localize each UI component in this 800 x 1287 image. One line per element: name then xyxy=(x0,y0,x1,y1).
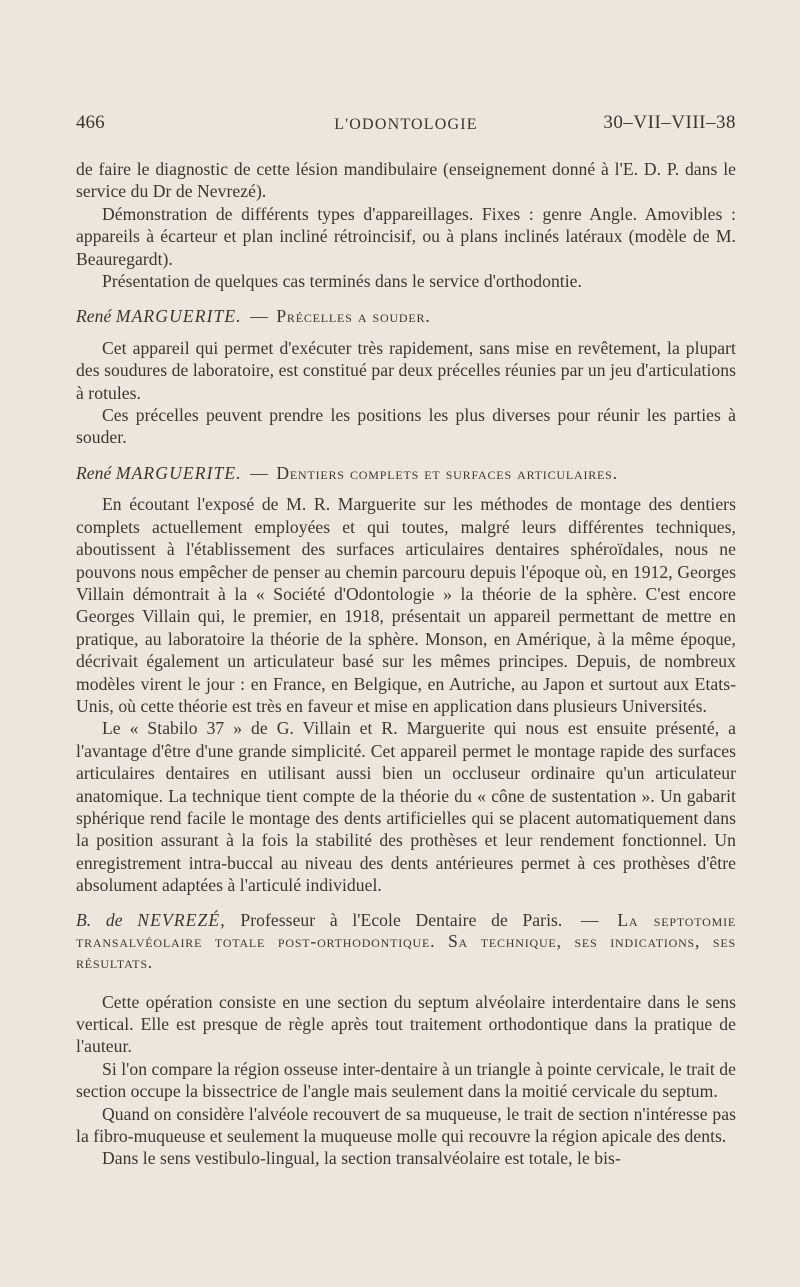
author-affiliation: Professeur à l'Ecole Dentaire de Paris. xyxy=(240,909,563,930)
body-paragraph: Ces précelles peuvent prendre les positions les plus diverses pour réunir les parties à souder. xyxy=(76,405,736,448)
body-paragraph: Si l'on compare la région osseuse inter-dentaire à un triangle à pointe cervicale, le trait de section occupe la bissectrice de l'angle mais seulement dans la moitié cervicale du septum. xyxy=(76,1058,736,1102)
author-first-name: René xyxy=(76,306,112,327)
intro-paragraph-1: de faire le diagnostic de cette lésion mandibulaire (enseignement donné à l'E. D. P. dans le service du Dr de Nevrezé). xyxy=(76,159,736,202)
issue-date: 30–VII–VIII–38 xyxy=(603,112,736,133)
section-title: Dentiers complets et surfaces articulaires. xyxy=(276,462,618,483)
body-paragraph: Le « Stabilo 37 » de G. Villain et R. Marguerite qui nous est ensuite présenté, a l'avantage d'être d'une grande simplicité. Cet appareil permet le montage rapide des surfaces articulaires dentaires en utilisant aussi bien un occluseur ordinaire qu'un articulateur anatomique. La technique tient compte de la théorie du « cône de sustentation ». Un gabarit sphérique rend facile le montage des dents artificielles qui se placent automatiquement dans la position assurant à la fois la stabilité des prothèses et leur rendement fonctionnel. Un enregistrement intra-buccal au niveau des dents antérieures permet à ces prothèses d'être absolument adaptées à l'articulé individuel. xyxy=(76,718,736,896)
heading-dash: — xyxy=(250,306,268,327)
intro-paragraph-2: Démonstration de différents types d'appareillages. Fixes : genre Angle. Amovibles : appareils à écarteur et plan incliné rétroincisif, ou à plans inclinés latéraux (modèle de M. Beauregardt). xyxy=(76,203,736,269)
heading-dash: — xyxy=(581,909,599,930)
page-number: 466 xyxy=(76,112,105,133)
section-heading-dentiers xyxy=(76,462,736,484)
body-paragraph: En écoutant l'exposé de M. R. Marguerite sur les méthodes de montage des dentiers complets actuellement employées et qui toutes, malgré leurs différentes techniques, aboutissent à l'établissement des surfaces articulaires dentaires sphéroïdales, nous ne pouvons nous empêcher de penser au chemin parcouru depuis l'époque où, en 1912, Georges Villain démontrait à la « Société d'Odontologie » la théorie de la sphère. C'est encore Georges Villain qui, le premier, en 1918, présentait un appareil permettant de mettre en pratique, au laboratoire la théorie de la sphère. Monson, en Amérique, à la même époque, décrivait également un articulateur basé sur les mêmes principes. Depuis, de nombreux modèles virent le jour : en France, en Belgique, en Autriche, au Japon et surtout aux Etats-Unis, où cette théorie est très en faveur et mise en application dans plusieurs Universités. xyxy=(76,494,736,716)
document-page xyxy=(76,112,736,1170)
running-header xyxy=(76,112,736,142)
author-last-name: NEVREZÉ, xyxy=(137,909,226,930)
author-first-name: René xyxy=(76,462,112,483)
spacer xyxy=(76,982,736,991)
author-last-name: MARGUERITE. xyxy=(115,306,242,327)
intro-paragraph-3: Présentation de quelques cas terminés dans le service d'orthodontie. xyxy=(102,271,582,292)
body-paragraph: Quand on considère l'alvéole recouvert de sa muqueuse, le trait de section n'intéresse pas la fibro-muqueuse et seulement la muqueuse molle qui recouvre la région apicale des dents. xyxy=(76,1103,736,1147)
heading-dash: — xyxy=(250,462,268,483)
section-title: La septotomie transalvéolaire totale post-orthodontique. Sa technique, ses indications, ses résultats. xyxy=(76,909,737,972)
body-paragraph: Cet appareil qui permet d'exécuter très rapidement, sans mise en revêtement, la plupart des soudures de laboratoire, est constitué par deux précelles réunies par un jeu d'articulations à rotules. xyxy=(76,337,736,403)
body-paragraph: Cette opération consiste en une section du septum alvéolaire interdentaire dans le sens vertical. Elle est presque de règle après tout traitement orthodontique dans la pratique de l'auteur. xyxy=(76,991,736,1057)
author-last-name: MARGUERITE. xyxy=(115,462,242,483)
author-first-name: B. de xyxy=(76,909,123,930)
section-heading-septotomie xyxy=(76,910,736,973)
section-title: Précelles a souder. xyxy=(276,306,431,327)
section-heading-precelles xyxy=(76,305,736,327)
journal-title: L'ODONTOLOGIE xyxy=(334,116,478,133)
body-paragraph: Dans le sens vestibulo-lingual, la section transalvéolaire est totale, le bis- xyxy=(102,1148,621,1169)
